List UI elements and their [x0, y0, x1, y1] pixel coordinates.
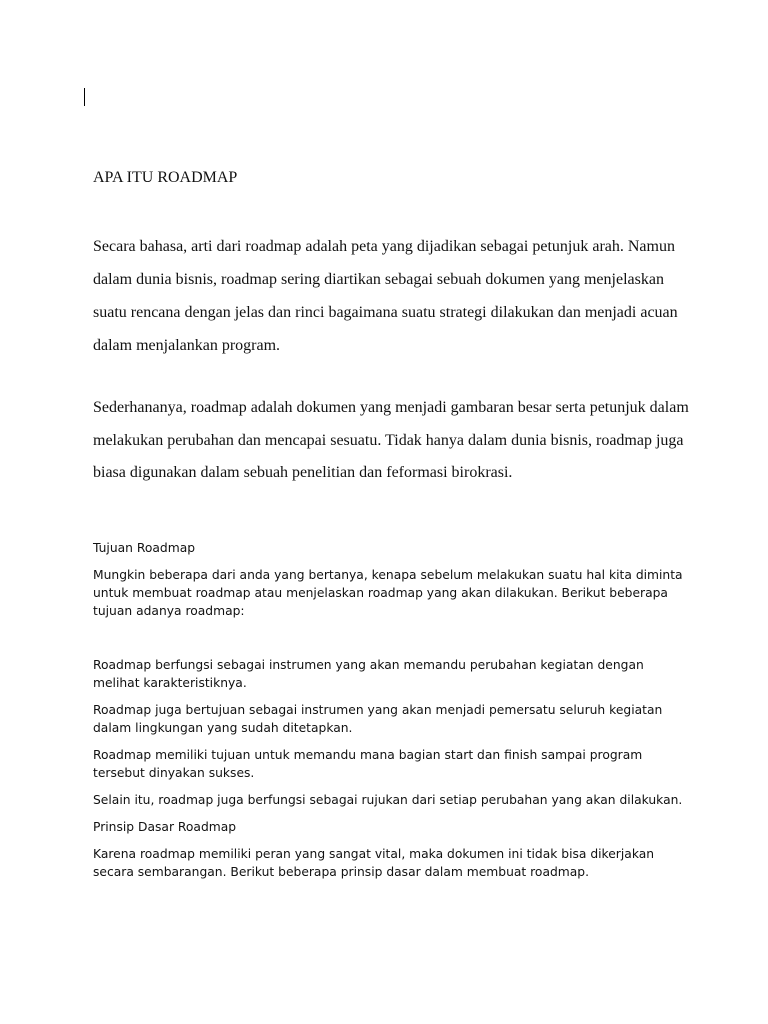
paragraph-summary: Sederhananya, roadmap adalah dokumen yang menjadi gambaran besar serta petunjuk dalam melakukan perubahan dan mencapai sesuatu. Tidak hanya dalam dunia bisnis, roadmap juga biasa digunakan dalam sebuah penelitian dan feformasi birokrasi. — [93, 399, 689, 481]
text-cursor — [84, 88, 85, 106]
sections-block — [93, 539, 693, 881]
list-item: Selain itu, roadmap juga berfungsi sebagai rujukan dari setiap perubahan yang akan dilakukan. — [93, 793, 683, 807]
list-item: Roadmap memiliki tujuan untuk memandu mana bagian start dan finish sampai program tersebut dinyakan sukses. — [93, 748, 643, 780]
paragraph-definition: Secara bahasa, arti dari roadmap adalah peta yang dijadikan sebagai petunjuk arah. Namun dalam dunia bisnis, roadmap sering diartikan sebagai sebuah dokumen yang menjelaskan suatu rencana dengan jelas dan rinci bagaimana suatu strategi dilakukan dan menjadi acuan dalam menjalankan program. — [93, 238, 678, 354]
section-heading-prinsip: Prinsip Dasar Roadmap — [93, 820, 237, 834]
list-item: Roadmap juga bertujuan sebagai instrumen yang akan menjadi pemersatu seluruh kegiatan dalam lingkungan yang sudah ditetapkan. — [93, 703, 663, 735]
section-heading-tujuan: Tujuan Roadmap — [93, 541, 196, 555]
document-title: APA ITU ROADMAP — [93, 169, 238, 186]
section-intro-prinsip: Karena roadmap memiliki peran yang sangat vital, maka dokumen ini tidak bisa dikerjakan secara sembarangan. Berikut beberapa prinsip dasar dalam membuat roadmap. — [93, 847, 655, 879]
section-intro-tujuan: Mungkin beberapa dari anda yang bertanya, kenapa sebelum melakukan suatu hal kita diminta untuk membuat roadmap atau menjelaskan roadmap yang akan dilakukan. Berikut beberapa tujuan adanya roadmap: — [93, 568, 683, 618]
list-item: Roadmap berfungsi sebagai instrumen yang akan memandu perubahan kegiatan dengan melihat karakteristiknya. — [93, 658, 644, 690]
